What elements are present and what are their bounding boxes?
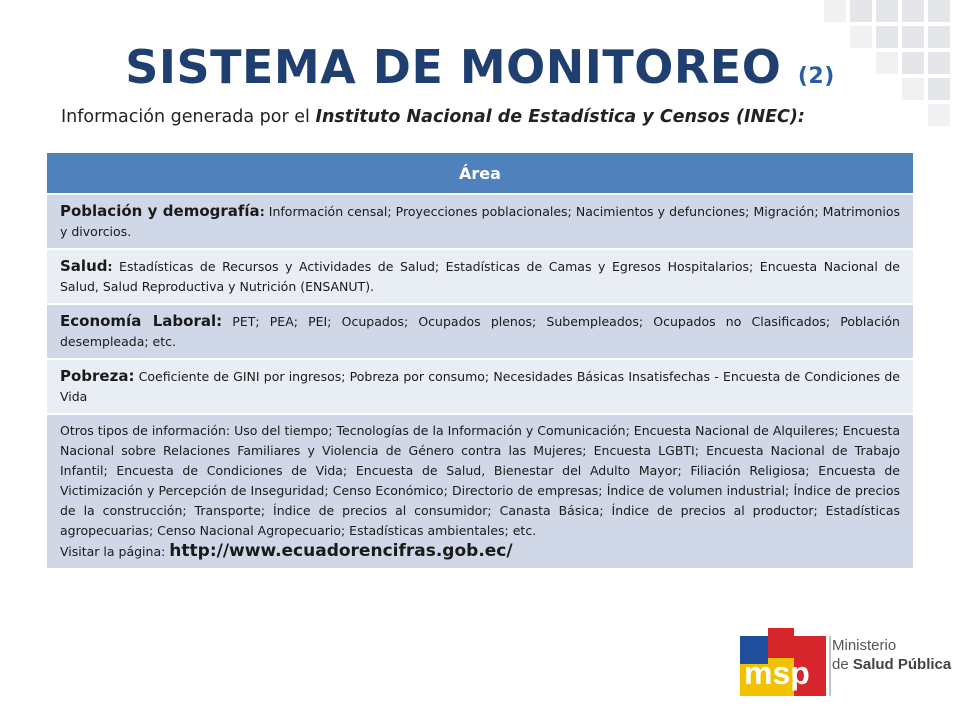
logo-line2-bold: Salud Pública — [852, 656, 952, 673]
logo-line2 — [832, 655, 951, 674]
subtitle-institution: Instituto Nacional de Estadística y Censos (INEC): — [315, 107, 805, 127]
visit-label: Visitar la página: — [60, 544, 170, 559]
table-header-area: Área — [47, 153, 913, 194]
areas-table — [47, 153, 913, 570]
table-row — [47, 249, 913, 304]
table-row — [47, 304, 913, 359]
row-text: Coeficiente de GINI por ingresos; Pobreza por consumo; Necesidades Básicas Insatisfechas - Encuesta de Condiciones de Vida — [60, 369, 900, 404]
table-row — [47, 359, 913, 414]
subtitle-prefix: Información generada por el — [61, 107, 310, 127]
logo-line1: Ministerio — [832, 637, 897, 654]
table-header-row — [47, 153, 913, 194]
page-title — [0, 40, 960, 94]
title-text: SISTEMA DE MONITOREO — [125, 40, 782, 94]
row-text: Otros tipos de información: Uso del tiempo; Tecnologías de la Información y Comunicación; Encuesta Nacional de Alquileres; Encuesta Nacional sobre Relaciones Familiares y Violencia de Género contra las Mujeres; Encuesta LGBTI; Encuesta Nacional de Trabajo Infantil; Encuesta de Condiciones de Vida; Encuesta de Salud, Bienestar del Adulto Mayor; Filiación Religiosa; Encuesta de Victimización y Percepción de Inseguridad; Censo Económico; Directorio de empresas; Índice de volumen industrial; Índice de precios de la construcción; Transporte; Índice de precios al consumidor; Canasta Básica; Índice de precios al productor; Estadísticas agropecuarias; Censo Nacional Agropecuario; Estadísticas ambientales; etc. — [60, 423, 900, 538]
row-salud — [47, 249, 913, 304]
row-economia-laboral — [47, 304, 913, 359]
row-text: Estadísticas de Recursos y Actividades de Salud; Estadísticas de Camas y Egresos Hospitalarios; Encuesta Nacional de Salud, Salud Reproductiva y Nutrición (ENSANUT). — [60, 259, 900, 294]
row-separator: : — [107, 259, 113, 274]
logo-mark: msp — [744, 655, 810, 691]
row-otros — [47, 414, 913, 569]
logo-line2-prefix: de — [832, 656, 849, 673]
row-separator: : — [259, 204, 265, 219]
title-number: (2) — [797, 64, 835, 89]
row-text: Información censal; Proyecciones poblacionales; Nacimientos y defunciones; Migración; Matrimonios y divorcios. — [60, 204, 900, 239]
subtitle — [61, 107, 805, 127]
table-row — [47, 414, 913, 569]
inec-url-link[interactable]: http://www.ecuadorencifras.gob.ec/ — [169, 541, 513, 561]
row-label: Economía Laboral: — [60, 312, 223, 330]
row-text: PET; PEA; PEI; Ocupados; Ocupados plenos; Subempleados; Ocupados no Clasificados; Población desempleada; etc. — [60, 314, 900, 349]
row-label: Salud — [60, 257, 108, 275]
row-label: Población y demografía — [60, 202, 260, 220]
row-pobreza — [47, 359, 913, 414]
row-poblacion — [47, 194, 913, 249]
logo-text — [832, 636, 951, 674]
row-label: Pobreza: — [60, 367, 135, 385]
table-row — [47, 194, 913, 249]
